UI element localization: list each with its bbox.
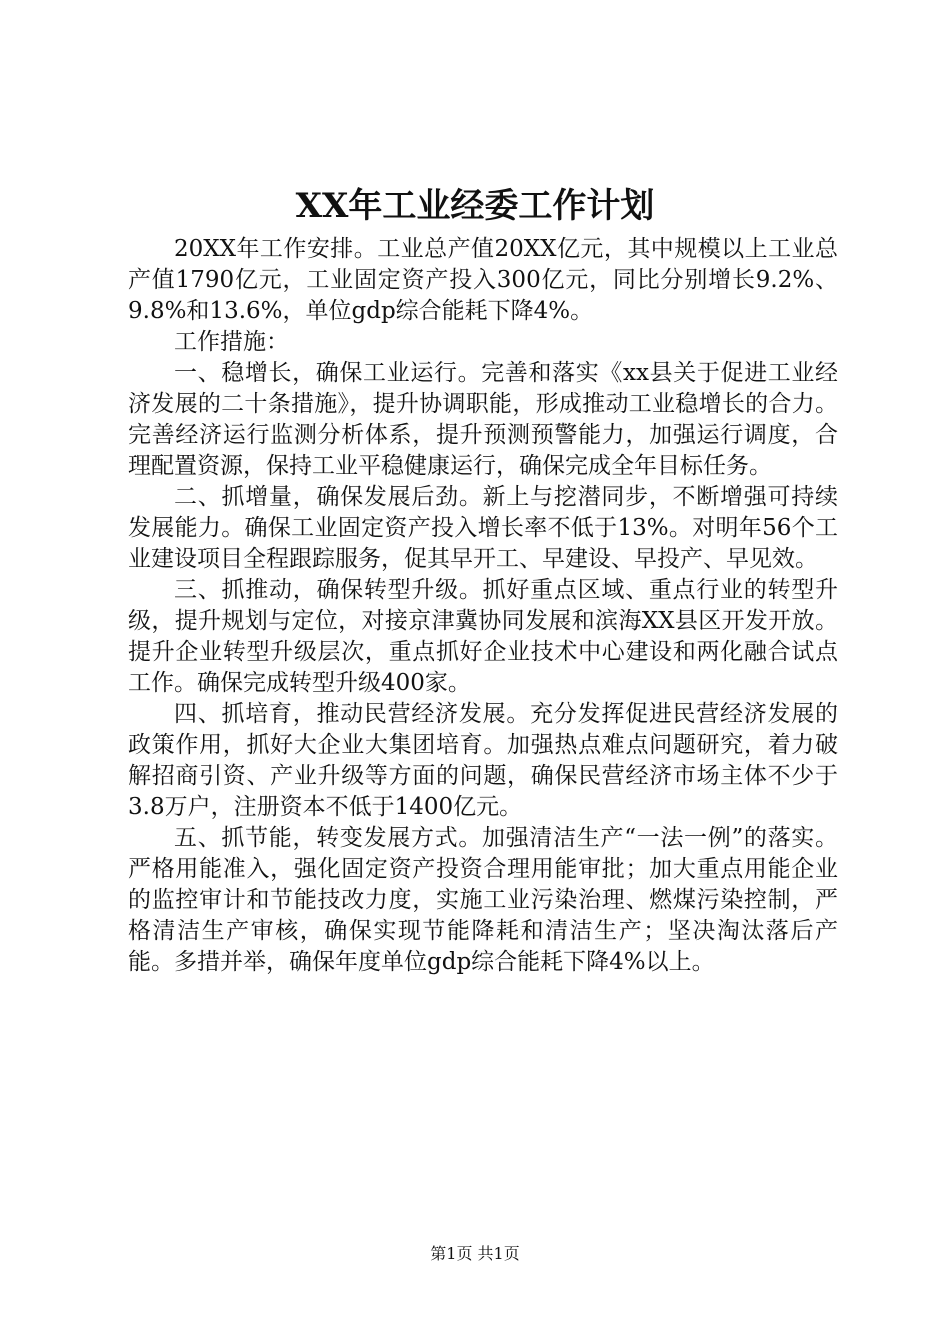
document-body	[128, 234, 838, 978]
page-title: XX年工业经委工作计划	[295, 186, 655, 226]
paragraph-measure-4: 四、抓培育，推动民营经济发展。充分发挥促进民营经济发展的政策作用，抓好大企业大集团培育。加强热点难点问题研究，着力破解招商引资、产业升级等方面的问题，确保民营经济市场主体不少于3.8万户，注册资本不低于1400亿元。	[128, 701, 838, 820]
paragraph-measure-3: 三、抓推动，确保转型升级。抓好重点区域、重点行业的转型升级，提升规划与定位，对接京津冀协同发展和滨海XX县区开发开放。提升企业转型升级层次，重点抓好企业技术中心建设和两化融合试点工作。确保完成转型升级400家。	[128, 577, 838, 696]
page-number-footer: 第1页 共1页	[430, 1244, 520, 1263]
paragraph-measure-5: 五、抓节能，转变发展方式。加强清洁生产“一法一例”的落实。严格用能准入，强化固定资产投资合理用能审批；加大重点用能企业的监控审计和节能技改力度，实施工业污染治理、燃煤污染控制，严格清洁生产审核，确保实现节能降耗和清洁生产；坚决淘汰落后产能。多措并举，确保年度单位gdp综合能耗下降4%以上。	[128, 825, 838, 975]
paragraph-measure-2: 二、抓增量，确保发展后劲。新上与挖潜同步，不断增强可持续发展能力。确保工业固定资产投入增长率不低于13%。对明年56个工业建设项目全程跟踪服务，促其早开工、早建设、早投产、早见效。	[128, 484, 838, 572]
paragraph-overview: 20XX年工作安排。工业总产值20XX亿元，其中规模以上工业总产值1790亿元，工业固定资产投入300亿元，同比分别增长9.2%、9.8%和13.6%，单位gdp综合能耗下降4%。	[128, 236, 838, 324]
paragraph-measures-heading: 工作措施：	[174, 329, 289, 355]
paragraph-measure-1: 一、稳增长，确保工业运行。完善和落实《xx县关于促进工业经济发展的二十条措施》，提升协调职能，形成推动工业稳增长的合力。完善经济运行监测分析体系，提升预测预警能力，加强运行调度，合理配置资源，保持工业平稳健康运行，确保完成全年目标任务。	[128, 360, 838, 479]
